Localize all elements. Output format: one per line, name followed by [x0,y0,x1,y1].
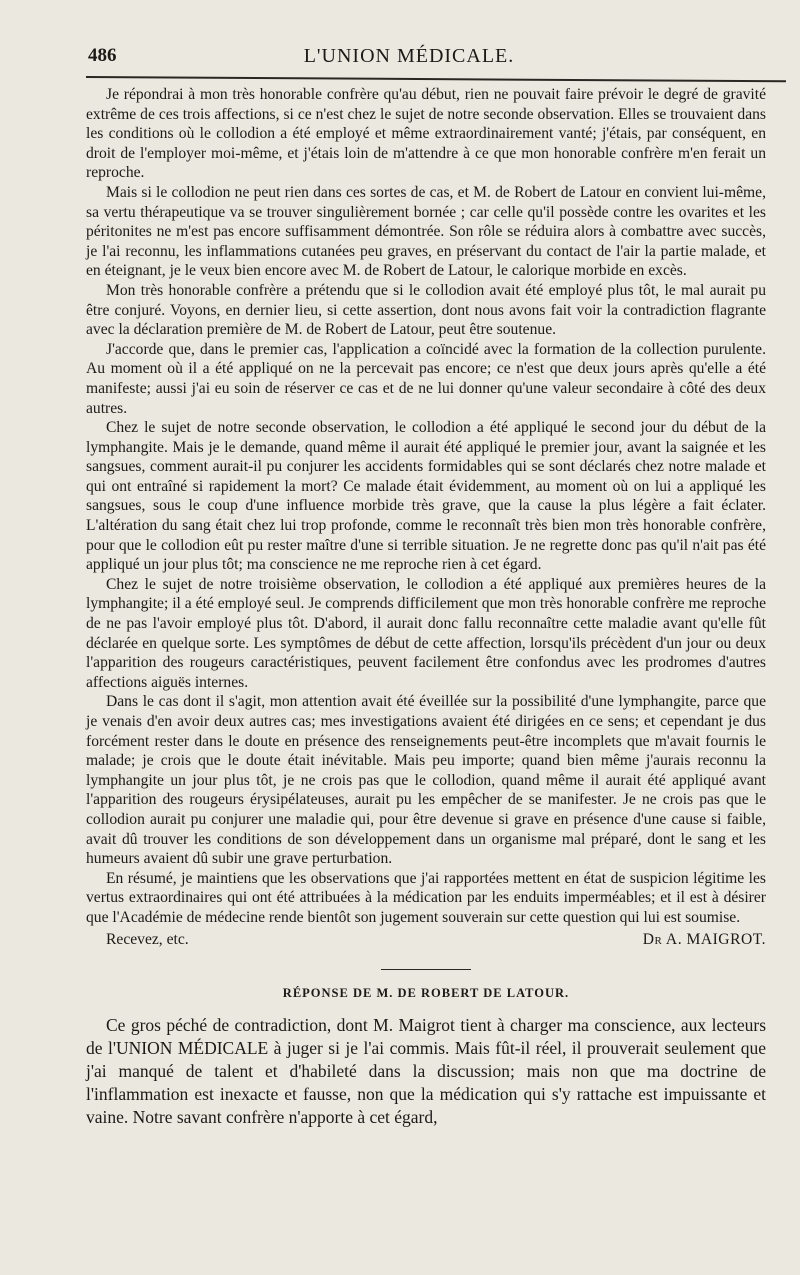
reply-text-before: Ce gros péché de contradiction, dont M. Maigrot tient à charger ma conscience, aux lecteurs de l' [86,1014,766,1058]
paragraph: Chez le sujet de notre troisième observation, le collodion a été appliqué aux premières heures de la lymphangite; il a été employé seul. Je comprends difficilement que mon très honorable confrère me reproche de ne pas l'avoir employé plus tôt. D'abord, il aurait donc fallu reconnaître cette maladie avant qu'elle fût déclarée en quelque sorte. Les symptômes de début de cette affection, lorsqu'ils précèdent d'un jour ou deux l'apparition des rougeurs caractéristiques, peuvent facilement être confondus avec les prodromes d'autres affections aiguës internes. [86,575,766,691]
journal-name-inline: UNION MÉDICALE [115,1037,269,1058]
page-number: 486 [88,45,117,66]
paragraph: Dans le cas dont il s'agit, mon attention avait été éveillée sur la possibilité d'une lymphangite, parce que je venais d'en avoir deux autres cas; mes investigations avaient été dirigées en ce sens; et cependant je dus forcément rester dans le doute en présence des renseignements peut-être incomplets que m'avait fournis le malade; je crois que le doute était inévitable. Mais peu importe; quand bien même j'aurais reconnu la lymphangite un jour plus tôt, je ne crois pas que le collodion, quand même il aurait été appliqué avant l'apparition des rougeurs érysipélateuses, aurait pu les empêcher de se manifester. Je ne crois pas que le collodion aurait pu conjurer une maladie qui, pour être devenue si grave en présence d'une cause si faible, avait dû trouver les conditions de son développement dans un organisme mal préparé, dont le sang et les humeurs avaient dû subir une grave perturbation. [86,693,766,868]
paragraph: En résumé, je maintiens que les observations que j'ai rapportées mettent en état de suspicion légitime les vertus extraordinaires qui ont été attribuées à la médication par les enduits imperméables; et il est à désirer que l'Académie de médecine rende bientôt son jugement souverain sur cette question qui lui est soumise. [86,869,766,926]
letter-signoff [86,930,766,950]
article-body [86,85,766,1129]
paragraph: J'accorde que, dans le premier cas, l'application a coïncidé avec la formation de la collection purulente. Au moment où il a été appliqué on ne la percevait pas encore; ce n'est que deux jours après qu'elle a été manifeste; aussi j'ai eu soin de réserver ce cas et de ne lui donner qu'une valeur secondaire à côté des deux autres. [86,340,766,417]
reply-section [86,1014,766,1129]
paragraph: Mon très honorable confrère a prétendu que si le collodion avait été employé plus tôt, le mal aurait pu être conjuré. Voyons, en dernier lieu, si cette assertion, dont nous avons fait voir la contradiction flagrante avec la déclaration première de M. de Robert de Latour, peut être soutenue. [86,281,766,339]
paragraph: Mais si le collodion ne peut rien dans ces sortes de cas, et M. de Robert de Latour en convient lui-même, sa vertu thérapeutique va se trouver singulièrement bornée ; car celle qu'il possède contre les ovarites et les péritonites ne m'est pas encore suffisamment démontrée. Son rôle se réduira alors à combattre avec succès, je l'ai reconnu, les inflammations cutanées peu graves, en préservant du contact de l'air la partie malade, et en éteignant, je le veux bien encore avec M. de Robert de Latour, le calorique morbide en excès. [86,183,766,280]
header-rule [86,76,786,82]
paragraph: Je répondrai à mon très honorable confrère qu'au début, rien ne pouvait faire prévoir le degré de gravité extrême de ces trois affections, si ce n'est chez le sujet de notre seconde observation. Elles se trouvaient dans les conditions où le collodion a été employé et même extraordinairement vanté; j'étais, par conséquent, en droit de l'employer moi-même, et j'étais loin de m'attendre à ce que mon honorable confrère m'en ferait un reproche. [86,86,766,182]
reply-text-after: à juger si je l'ai commis. Mais fût-il réel, il prouverait seulement que j'ai manqué de talent et d'habileté dans la discussion; mais non que ma doctrine de l'inflammation est inexacte et fausse, non que la médication qui s'y rattache est impuissante et vaine. Notre savant confrère n'apporte à cet égard, [86,1037,766,1127]
journal-title: L'UNION MÉDICALE. [303,44,515,67]
page-header [88,40,770,72]
author-signature: Dr A. MAIGROT. [642,930,766,948]
reply-heading: RÉPONSE DE M. DE ROBERT DE LATOUR. [282,986,570,1001]
closing-formula: Recevez, etc. [106,930,189,948]
section-separator [381,969,471,970]
paragraph: Chez le sujet de notre seconde observation, le collodion a été appliqué le second jour du début de la lymphangite. Mais je le demande, quand même il aurait été appliqué le premier jour, avant la saignée et les sangsues, comment aurait-il pu conjurer les accidents formidables qui se sont déclarés chez notre malade et qui ont entraîné si rapidement la mort? Ce malade était évidemment, au moment où on lui a appliqué les sangsues, sous le coup d'une influence morbide très grave, que la cause la plus légère a fait éclater. L'altération du sang était chez lui trop profonde, comme le reconnaît très bien mon très honorable confrère, pour que le collodion eût pu rester maître d'une si terrible situation. Je ne regrette donc pas qu'il n'ait pas été appliqué un jour plus tôt; ma conscience ne me reproche rien à cet égard. [86,419,766,574]
reply-paragraph [86,1014,766,1129]
